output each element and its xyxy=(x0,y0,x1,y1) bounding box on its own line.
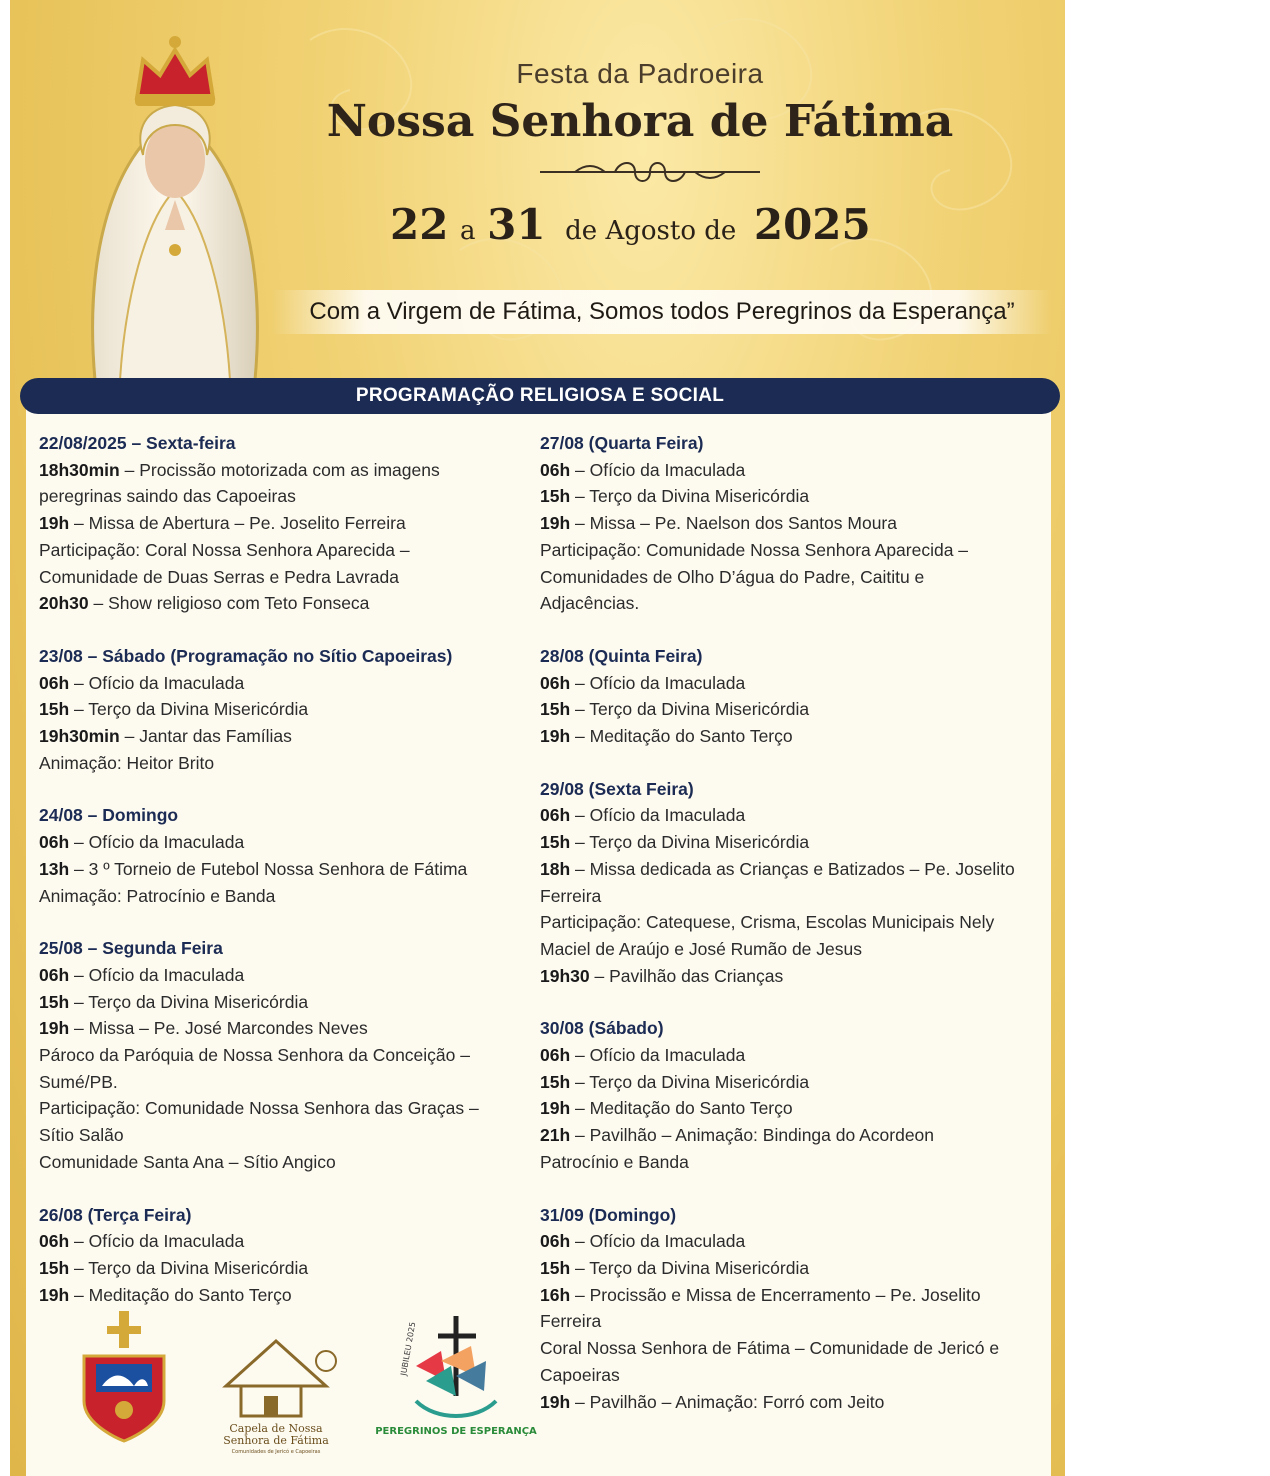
schedule-item xyxy=(39,1122,519,1149)
schedule-time: 20h30 xyxy=(39,593,89,614)
schedule-text: – Pavilhão – Animação: Forró com Jeito xyxy=(570,1391,885,1412)
schedule-text: – Meditação do Santo Terço xyxy=(570,726,793,747)
schedule-time: 15h xyxy=(540,699,571,720)
schedule-day xyxy=(540,430,1045,617)
schedule-time: 19h xyxy=(540,1098,571,1119)
schedule-item xyxy=(540,564,1045,591)
schedule-text: – Jantar das Famílias xyxy=(119,726,292,747)
schedule-text: Ferreira xyxy=(540,885,602,906)
schedule-text: – Show religioso com Teto Fonseca xyxy=(88,593,370,614)
schedule-item xyxy=(540,696,1045,723)
schedule-time: 15h xyxy=(540,832,571,853)
schedule-time: 15h xyxy=(39,991,70,1012)
schedule-day xyxy=(39,935,519,1175)
schedule-item xyxy=(540,909,1045,936)
schedule-time: 15h xyxy=(39,1257,70,1278)
schedule-day xyxy=(39,802,519,909)
schedule-text: Sumé/PB. xyxy=(39,1071,118,1092)
schedule-text: – Terço da Divina Misericórdia xyxy=(570,1071,810,1092)
schedule-text: Coral Nossa Senhora de Fátima – Comunidade de Jericó e xyxy=(540,1338,1000,1359)
schedule-item xyxy=(39,1069,519,1096)
schedule-time: 06h xyxy=(39,672,70,693)
schedule-item xyxy=(39,483,519,510)
schedule-time: 18h30min xyxy=(39,459,120,480)
schedule-item xyxy=(540,1362,1045,1389)
schedule-item xyxy=(39,1149,519,1176)
schedule-item xyxy=(540,1069,1045,1096)
schedule-text: – Ofício da Imaculada xyxy=(69,964,245,985)
schedule-item xyxy=(39,1282,519,1309)
schedule-text: Animação: Heitor Brito xyxy=(39,752,215,773)
schedule-text: – Meditação do Santo Terço xyxy=(69,1284,292,1305)
jubilee-top-text: JUBILEU 2025 xyxy=(399,1321,418,1377)
schedule-item xyxy=(540,1282,1045,1309)
poster xyxy=(10,0,1065,1476)
schedule-item xyxy=(540,1335,1045,1362)
schedule-time: 06h xyxy=(540,805,571,826)
schedule-text: Comunidade Santa Ana – Sítio Angico xyxy=(39,1151,336,1172)
schedule-day-heading: 31/09 (Domingo) xyxy=(540,1204,677,1225)
schedule-item xyxy=(39,510,519,537)
schedule-item xyxy=(39,989,519,1016)
schedule-day-heading: 26/08 (Terça Feira) xyxy=(39,1204,192,1225)
schedule-time: 13h xyxy=(39,858,70,879)
schedule-time: 19h30 xyxy=(540,965,590,986)
schedule-item xyxy=(540,936,1045,963)
schedule-item xyxy=(39,670,519,697)
schedule-time: 21h xyxy=(540,1125,571,1146)
schedule-item xyxy=(39,696,519,723)
schedule-day-heading: 29/08 (Sexta Feira) xyxy=(540,778,694,799)
chapel-logo-icon xyxy=(223,1341,336,1455)
schedule-day xyxy=(540,1202,1045,1416)
schedule-time: 16h xyxy=(540,1284,571,1305)
schedule-item xyxy=(39,883,519,910)
schedule-text: – Ofício da Imaculada xyxy=(570,672,746,693)
schedule-text: – Ofício da Imaculada xyxy=(69,672,245,693)
schedule-time: 19h xyxy=(39,513,70,534)
schedule-text: – Meditação do Santo Terço xyxy=(570,1098,793,1119)
schedule-text: Comunidade de Duas Serras e Pedra Lavrada xyxy=(39,566,399,587)
schedule-text: peregrinas saindo das Capoeiras xyxy=(39,486,296,507)
schedule-item xyxy=(540,963,1045,990)
schedule-text: Participação: Coral Nossa Senhora Aparecida – xyxy=(39,539,410,560)
festival-motto: Com a Virgem de Fátima, Somos todos Peregrinos da Esperança” xyxy=(272,290,1052,334)
schedule-text: Participação: Comunidade Nossa Senhora Aparecida – xyxy=(540,539,969,560)
schedule-time: 15h xyxy=(540,486,571,507)
schedule-day xyxy=(39,1202,519,1309)
schedule-day xyxy=(39,430,519,617)
logos-row xyxy=(66,1306,537,1455)
schedule-text: – Pavilhão das Crianças xyxy=(589,965,784,986)
schedule-text: – Ofício da Imaculada xyxy=(570,1045,746,1066)
schedule-day xyxy=(540,643,1045,750)
schedule-text: – Ofício da Imaculada xyxy=(69,832,245,853)
schedule-text: – Missa de Abertura – Pe. Joselito Ferreira xyxy=(69,513,406,534)
schedule-text: – Terço da Divina Misericórdia xyxy=(570,832,810,853)
schedule-item xyxy=(540,1228,1045,1255)
schedule-text: – Terço da Divina Misericórdia xyxy=(69,991,309,1012)
schedule-item xyxy=(540,802,1045,829)
schedule-text: Sítio Salão xyxy=(39,1125,124,1146)
schedule-text: – Ofício da Imaculada xyxy=(570,805,746,826)
schedule-item xyxy=(39,1042,519,1069)
schedule-item xyxy=(39,564,519,591)
schedule-item xyxy=(39,750,519,777)
schedule-item xyxy=(540,883,1045,910)
parish-crest-icon xyxy=(84,1311,164,1441)
schedule-item xyxy=(39,856,519,883)
chapel-logo-line3: Comunidades de Jericó e Capoeiras xyxy=(231,1449,321,1455)
schedule-item xyxy=(39,590,519,617)
schedule-text: – Ofício da Imaculada xyxy=(69,1231,245,1252)
schedule-text: – Procissão e Missa de Encerramento – Pe. Joselito xyxy=(570,1284,981,1305)
schedule-time: 06h xyxy=(540,1045,571,1066)
schedule-day-heading: 24/08 – Domingo xyxy=(39,805,179,826)
schedule-item xyxy=(540,537,1045,564)
schedule-text: – Ofício da Imaculada xyxy=(570,1231,746,1252)
schedule-text: – 3 º Torneio de Futebol Nossa Senhora de Fátima xyxy=(69,858,468,879)
schedule-right-column xyxy=(540,430,1045,1441)
program-banner: PROGRAMAÇÃO RELIGIOSA E SOCIAL xyxy=(20,378,1060,414)
schedule-text: – Missa – Pe. José Marcondes Neves xyxy=(69,1018,368,1039)
schedule-item xyxy=(540,670,1045,697)
schedule-day xyxy=(540,776,1045,990)
schedule-item xyxy=(39,962,519,989)
schedule-day xyxy=(540,1015,1045,1175)
schedule-time: 19h xyxy=(39,1018,70,1039)
schedule-time: 19h xyxy=(540,726,571,747)
schedule-day-heading: 27/08 (Quarta Feira) xyxy=(540,433,704,453)
chapel-logo-line2: Senhora de Fátima xyxy=(223,1434,329,1447)
schedule-time: 06h xyxy=(39,1231,70,1252)
schedule-time: 19h xyxy=(540,513,571,534)
schedule-time: 19h xyxy=(39,1284,70,1305)
schedule-item xyxy=(540,723,1045,750)
schedule-text: – Missa dedicada as Crianças e Batizados – Pe. Joselito xyxy=(570,858,1015,879)
schedule-item xyxy=(540,590,1045,617)
festival-dates xyxy=(390,200,871,249)
ornament-divider-icon xyxy=(535,156,765,188)
schedule-text: Patrocínio e Banda xyxy=(540,1151,689,1172)
jubilee-logo-icon xyxy=(375,1316,537,1437)
schedule-item xyxy=(39,1228,519,1255)
schedule-item xyxy=(540,457,1045,484)
schedule-text: – Procissão motorizada com as imagens xyxy=(119,459,440,480)
schedule-text: Participação: Catequese, Crisma, Escolas Municipais Nely xyxy=(540,912,995,933)
schedule-time: 06h xyxy=(540,1231,571,1252)
schedule-day-heading: 25/08 – Segunda Feira xyxy=(39,938,223,959)
schedule-time: 18h xyxy=(540,858,571,879)
schedule-time: 06h xyxy=(540,672,571,693)
jubilee-bottom-text: PEREGRINOS DE ESPERANÇA xyxy=(375,1426,537,1437)
schedule-text: – Missa – Pe. Naelson dos Santos Moura xyxy=(570,513,897,534)
schedule-item xyxy=(39,457,519,484)
schedule-text: Animação: Patrocínio e Banda xyxy=(39,885,276,906)
date-month: de Agosto de xyxy=(565,216,737,246)
date-to: 31 xyxy=(487,200,546,249)
chapel-logo-line1: Capela de Nossa xyxy=(229,1422,323,1435)
schedule-item xyxy=(540,483,1045,510)
schedule-item xyxy=(540,1122,1045,1149)
schedule-text: – Terço da Divina Misericórdia xyxy=(69,1257,309,1278)
schedule-time: 06h xyxy=(39,832,70,853)
festival-subtitle: Festa da Padroeira xyxy=(516,58,764,89)
schedule-text: Comunidades de Olho D’água do Padre, Caititu e xyxy=(540,566,925,587)
schedule-item xyxy=(540,829,1045,856)
schedule-time: 15h xyxy=(540,1071,571,1092)
schedule-time: 19h xyxy=(540,1391,571,1412)
schedule-item xyxy=(39,1015,519,1042)
schedule-day-heading: 30/08 (Sábado) xyxy=(540,1018,664,1039)
schedule-item xyxy=(540,1255,1045,1282)
schedule-item xyxy=(39,723,519,750)
schedule-item xyxy=(39,537,519,564)
schedule-text: Capoeiras xyxy=(540,1364,620,1385)
schedule-panel xyxy=(26,408,1051,1476)
schedule-text: – Terço da Divina Misericórdia xyxy=(570,486,810,507)
schedule-text: Adjacências. xyxy=(540,593,640,614)
schedule-item xyxy=(540,856,1045,883)
schedule-item xyxy=(540,510,1045,537)
schedule-text: – Terço da Divina Misericórdia xyxy=(570,1257,810,1278)
schedule-item xyxy=(540,1389,1045,1416)
schedule-time: 19h30min xyxy=(39,726,120,747)
date-year: 2025 xyxy=(753,200,871,249)
schedule-day-heading: 28/08 (Quinta Feira) xyxy=(540,645,703,666)
schedule-item xyxy=(39,829,519,856)
schedule-text: Participação: Comunidade Nossa Senhora das Graças – xyxy=(39,1098,479,1119)
schedule-day-heading: 22/08/2025 – Sexta-feira xyxy=(39,433,236,453)
schedule-item xyxy=(540,1095,1045,1122)
date-conj: a xyxy=(460,216,476,246)
schedule-time: 15h xyxy=(39,699,70,720)
schedule-left-column xyxy=(39,430,519,1334)
schedule-item xyxy=(39,1095,519,1122)
schedule-time: 06h xyxy=(540,459,571,480)
schedule-time: 15h xyxy=(540,1257,571,1278)
schedule-text: – Terço da Divina Misericórdia xyxy=(69,699,309,720)
schedule-day xyxy=(39,643,519,777)
schedule-text: – Terço da Divina Misericórdia xyxy=(570,699,810,720)
festival-title: Nossa Senhora de Fátima xyxy=(326,96,954,147)
schedule-text: Maciel de Araújo e José Rumão de Jesus xyxy=(540,938,862,959)
date-from: 22 xyxy=(390,200,449,249)
schedule-item xyxy=(540,1149,1045,1176)
schedule-day-heading: 23/08 – Sábado (Programação no Sítio Capoeiras) xyxy=(39,645,453,666)
schedule-text: Ferreira xyxy=(540,1311,602,1332)
schedule-text: – Pavilhão – Animação: Bindinga do Acordeon xyxy=(570,1125,935,1146)
schedule-text: – Ofício da Imaculada xyxy=(570,459,746,480)
schedule-time: 06h xyxy=(39,964,70,985)
schedule-item xyxy=(540,1308,1045,1335)
schedule-item xyxy=(39,1255,519,1282)
schedule-item xyxy=(540,1042,1045,1069)
schedule-text: Pároco da Paróquia de Nossa Senhora da Conceição – xyxy=(39,1045,470,1066)
